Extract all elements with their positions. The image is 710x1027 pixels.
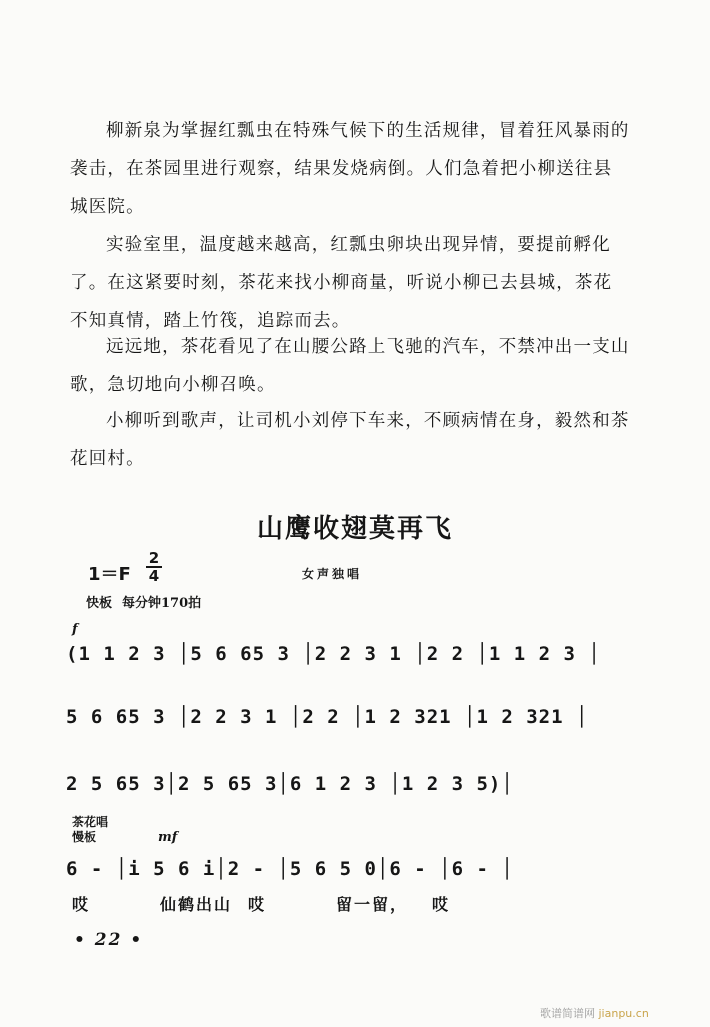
lyric-2: 仙鹤出山 <box>160 895 233 914</box>
section-singer: 茶花唱 <box>72 815 109 829</box>
score-line-4: 6 - │i 5 6 i│2 - │5 6 5 0│6 - │6 - │ <box>66 858 514 880</box>
dynamic-forte: f <box>72 622 78 637</box>
watermark-site: jianpu.cn <box>598 1007 649 1020</box>
tempo-marking <box>86 592 211 611</box>
watermark <box>540 1005 649 1021</box>
watermark-text: 歌谱简谱网 <box>540 1007 595 1020</box>
key-signature: 1＝F <box>88 564 131 585</box>
time-signature <box>146 550 162 584</box>
tempo-bpm: 每分钟170拍 <box>122 596 202 611</box>
story-paragraph-2: 实验室里，温度越来越高，红瓢虫卵块出现异情，要提前孵化了。在这紧要时刻，茶花来找小柳商量，听说小柳已去县城，茶花不知真情，踏上竹筏，追踪而去。 <box>70 235 613 331</box>
story-paragraph-3: 远远地，茶花看见了在山腰公路上飞驰的汽车，不禁冲出一支山歌，急切地向小柳召唤。 <box>70 337 630 395</box>
lyric-5: 哎 <box>432 895 451 914</box>
lyric-3: 哎 <box>248 895 267 914</box>
time-signature-bottom: 4 <box>146 566 162 584</box>
section-tempo: 慢板 <box>72 830 97 844</box>
dynamic-mf: mf <box>158 830 178 845</box>
lyric-4: 留一留， <box>336 895 409 914</box>
score-line-3: 2 5 65 3│2 5 65 3│6 1 2 3 │1 2 3 5)│ <box>66 773 514 795</box>
singer-label: 女声独唱 <box>302 567 363 581</box>
story-paragraph-1: 柳新泉为掌握红瓢虫在特殊气候下的生活规律，冒着狂风暴雨的袭击，在茶园里进行观察，结果发烧病倒。人们急着把小柳送往县城医院。 <box>70 121 630 217</box>
story-paragraph-4: 小柳听到歌声，让司机小刘停下车来，不顾病情在身，毅然和茶花回村。 <box>70 411 630 469</box>
score-line-1: (1 1 2 3 │5 6 65 3 │2 2 3 1 │2 2 │1 1 2 3 │ <box>66 643 601 665</box>
page-number: • 22 • <box>74 930 144 950</box>
lyric-1: 哎 <box>72 895 91 914</box>
song-title: 山鹰收翅莫再飞 <box>256 514 453 544</box>
tempo-word: 快板 <box>86 596 113 611</box>
section-label <box>72 815 108 845</box>
time-signature-top: 2 <box>148 549 160 567</box>
score-line-2: 5 6 65 3 │2 2 3 1 │2 2 │1 2 321 │1 2 321 │ <box>66 706 589 728</box>
